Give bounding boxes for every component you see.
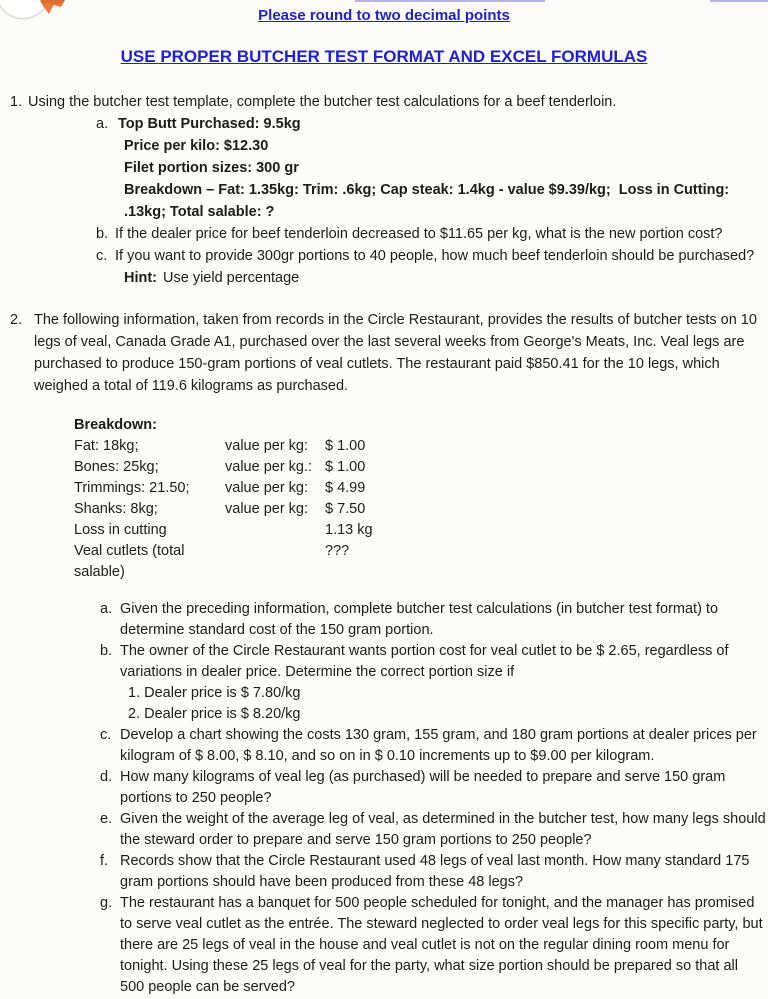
breakdown-item: Loss in cutting <box>74 522 167 538</box>
orange-logo-icon <box>40 0 66 17</box>
q2-item-c-text: Develop a chart showing the costs 130 gram, 155 gram, and 180 gram portions at dealer prices per kilogram of $ 8.00, $ 8.10, and so on in $ 0.10 increments up to $9.00 per kilogram. <box>120 727 757 764</box>
q1-item-a <box>96 113 768 135</box>
q2-item-e <box>0 809 766 851</box>
q1-item-a-breakdown: Breakdown – Fat: 1.35kg: Trim: .6kg; Cap steak: 1.4kg - value $9.39/kg; Loss in Cutting: .13kg; Total salable: ? <box>124 182 734 220</box>
breakdown-value: $ 1.00 <box>325 438 366 454</box>
breakdown-value: $ 4.99 <box>325 480 366 496</box>
breakdown-label: value per kg: <box>225 501 309 517</box>
q2-item-b-marker: b. <box>100 643 113 659</box>
question-2-intro <box>10 309 762 397</box>
q1-item-a-line2: Price per kilo: $12.30 <box>124 138 269 154</box>
q2-item-d-text: How many kilograms of veal leg (as purchased) will be needed to prepare and serve 150 gram portions to 250 people? <box>120 769 726 806</box>
q2-item-f <box>0 851 766 893</box>
breakdown-label <box>225 520 325 541</box>
breakdown-row <box>74 436 768 457</box>
breakdown-item: Veal cutlets (total salable) <box>74 543 185 580</box>
q2-item-g-text: The restaurant has a banquet for 500 people scheduled for tonight, and the manager has promised to serve veal cutlet as the entrée. The steward neglected to order veal legs for this specific party, but there are 25 legs of veal in the house and veal cutlet is not on the regular dining room menu for tonight. Using these 25 legs of veal for the party, what size portion should be prepared so that all 500 people can be served? <box>120 895 763 995</box>
q2-item-f-marker: f. <box>100 853 109 869</box>
q2-intro-text: The following information, taken from records in the Circle Restaurant, provides the results of butcher tests on 10 legs of veal, Canada Grade A1, purchased over the last several weeks from George's Meats, Inc. Veal legs are purchased to produce 150-gram portions of veal cutlets. The restaurant paid $850.41 for the 10 legs, which weighed a total of 119.6 kilograms as purchased. <box>34 312 757 394</box>
breakdown-row <box>74 520 768 541</box>
q1-item-a-marker: a. <box>96 116 109 132</box>
breakdown-item: Bones: 25kg; <box>74 459 159 475</box>
hint-label: Hint: <box>124 270 158 286</box>
breakdown-row <box>74 457 768 478</box>
breakdown-value: $ 7.50 <box>325 501 366 517</box>
q2-item-c <box>0 725 766 767</box>
breakdown-label: value per kg: <box>225 438 309 454</box>
q2-item-a-marker: a. <box>100 601 113 617</box>
breakdown-item: Fat: 18kg; <box>74 438 139 454</box>
q2-item-b-sub2: 2. Dealer price is $ 8.20/kg <box>128 706 301 722</box>
q1-intro-text: Using the butcher test template, complete the butcher test calculations for a beef tenderloin. <box>28 94 617 110</box>
breakdown-label: value per kg.: <box>225 459 313 475</box>
breakdown-title: Breakdown: <box>74 417 157 433</box>
q2-item-f-text: Records show that the Circle Restaurant used 48 legs of veal last month. How many standard 175 gram portions should have been produced from these 48 legs? <box>120 853 750 890</box>
question-1-intro <box>10 91 766 113</box>
breakdown-label <box>225 541 325 583</box>
q1-item-c-marker: c. <box>96 248 108 264</box>
q1-item-c-text: If you want to provide 300gr portions to 40 people, how much beef tenderloin should be purchased? <box>115 248 755 264</box>
q1-hint-line <box>124 267 768 289</box>
breakdown-item: Shanks: 8kg; <box>74 501 158 517</box>
breakdown-row <box>74 499 768 520</box>
q2-item-g <box>0 893 766 998</box>
q2-item-d-marker: d. <box>100 769 113 785</box>
q2-item-a <box>0 599 766 641</box>
q1-item-a-line3: Filet portion sizes: 300 gr <box>124 160 299 176</box>
format-instruction-heading: USE PROPER BUTCHER TEST FORMAT AND EXCEL FORMULAS <box>120 47 648 66</box>
q1-item-b-text: If the dealer price for beef tenderloin decreased to $11.65 per kg, what is the new portion cost? <box>115 226 723 242</box>
breakdown-value: $ 1.00 <box>325 459 366 475</box>
q2-item-c-marker: c. <box>100 727 112 743</box>
cropped-text-remnant <box>710 0 768 2</box>
q2-item-a-text: Given the preceding information, complete butcher test calculations (in butcher test format) to determine standard cost of the 150 gram portion. <box>120 601 719 638</box>
q2-item-d <box>0 767 766 809</box>
q1-number-marker: 1. <box>10 94 23 110</box>
q2-item-b-sub1: 1. Dealer price is $ 7.80/kg <box>128 685 301 701</box>
rounding-instruction-heading: Please round to two decimal points <box>258 7 510 24</box>
breakdown-item: Trimmings: 21.50; <box>74 480 190 496</box>
question-1-block <box>0 91 768 289</box>
q2-number-marker: 2. <box>10 312 23 328</box>
hint-text: Use yield percentage <box>163 270 300 286</box>
q2-item-e-marker: e. <box>100 811 113 827</box>
q2-item-e-text: Given the weight of the average leg of veal, as determined in the butcher test, how many legs should the steward order to prepare and serve 150 gram portions to 250 people? <box>120 811 766 848</box>
q1-item-b-marker: b. <box>96 226 109 242</box>
breakdown-value: ??? <box>325 543 350 559</box>
question-2-items <box>0 599 768 998</box>
cropped-text-remnant <box>355 0 545 2</box>
breakdown-value: 1.13 kg <box>325 522 373 538</box>
q1-item-c <box>0 245 766 267</box>
breakdown-row <box>74 478 768 499</box>
q1-item-a-line1: Top Butt Purchased: 9.5kg <box>118 116 301 132</box>
breakdown-row <box>74 541 768 583</box>
q2-item-b-text: The owner of the Circle Restaurant wants portion cost for veal cutlet to be $ 2.65, regardless of variations in dealer price. Determine the correct portion size if <box>120 643 729 680</box>
q1-item-b <box>0 223 766 245</box>
q2-item-g-marker: g. <box>100 895 113 911</box>
q2-item-b <box>0 641 766 683</box>
breakdown-label: value per kg: <box>225 480 309 496</box>
